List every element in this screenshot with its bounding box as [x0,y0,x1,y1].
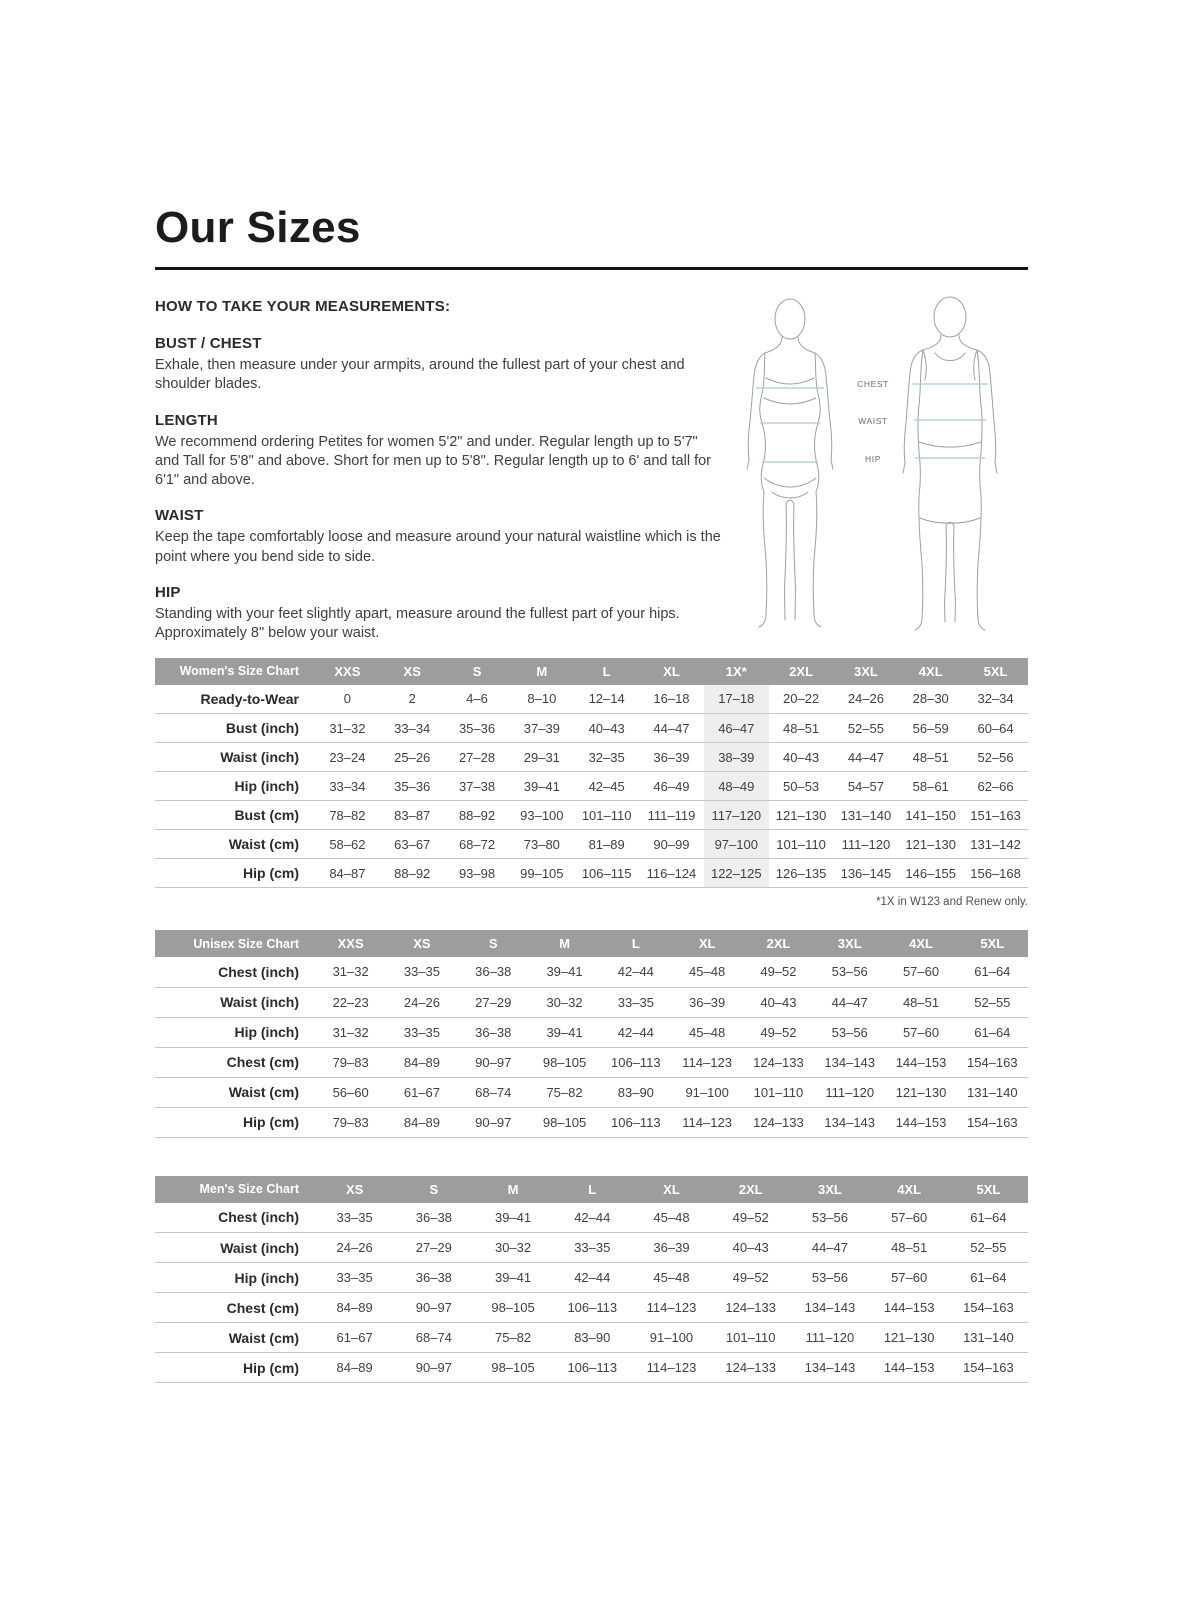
size-cell: 75–82 [494,1330,532,1346]
table-row [155,772,1028,801]
size-cell: 116–124 [646,865,697,881]
size-cell: 45–48 [689,964,726,980]
row-label: Bust (cm) [234,807,299,824]
table-row [155,1107,1028,1137]
table-title: Women's Size Chart [155,658,315,685]
size-cell: 90–97 [475,1114,512,1130]
size-cell: 44–47 [811,1240,848,1256]
size-cell: 35–36 [394,778,431,794]
size-cell: 53–56 [831,1024,868,1040]
size-cell: 131–140 [840,807,892,823]
measurements-section [155,292,1028,644]
figures-illustration [723,292,1028,644]
size-cell: 101–110 [581,807,632,823]
size-cell: 78–82 [329,807,366,823]
size-cell: 23–24 [329,749,366,765]
size-cell: 111–120 [825,1084,875,1100]
size-cell: 90–99 [653,836,690,852]
size-cell: 126–135 [775,865,827,881]
size-cell: 57–60 [891,1270,928,1286]
size-cell: 8–10 [527,691,557,707]
size-cell: 124–133 [725,1300,777,1316]
size-cell: 84–89 [336,1300,373,1316]
row-label: Chest (inch) [218,1209,299,1226]
section-heading: WAIST [155,507,204,525]
size-cell: 50–53 [783,778,820,794]
size-cell: 84–89 [336,1360,373,1376]
column-header: M [529,930,600,957]
size-cell: 52–55 [847,720,884,736]
size-cell: 121–130 [883,1330,935,1346]
table-header-row [155,658,1028,685]
size-cell: 42–44 [617,964,654,980]
size-cell: 98–105 [542,1054,587,1070]
size-cell: 106–113 [567,1300,618,1316]
woman-figure [747,299,833,627]
size-cell: 56–59 [912,720,949,736]
table-row [155,830,1028,859]
size-cell: 134–143 [804,1360,856,1376]
size-cell: 131–140 [967,1084,1018,1100]
size-cell: 36–38 [415,1209,452,1225]
table-row [155,801,1028,830]
size-cell: 56–60 [332,1084,369,1100]
size-cell: 73–80 [523,836,560,852]
size-cell: 37–38 [458,778,496,794]
row-label: Hip (cm) [243,1359,299,1376]
size-cell: 36–39 [689,994,726,1010]
size-cell: 31–32 [329,720,366,736]
size-cell: 44–47 [831,994,868,1010]
row-label: Hip (cm) [243,865,299,882]
size-cell: 42–45 [588,778,625,794]
size-cell: 93–100 [520,807,564,823]
size-cell: 53–56 [831,964,868,980]
column-header: XXS [315,658,380,685]
size-cell: 2 [408,691,416,707]
size-cell: 31–32 [332,964,369,980]
size-cell: 114–123 [682,1114,732,1130]
size-cell: 35–36 [458,720,496,736]
size-cell: 45–48 [653,1270,690,1286]
size-cell: 61–64 [970,1270,1007,1286]
size-cell: 36–38 [475,964,512,980]
size-cell: 46–47 [704,714,769,743]
size-cell: 98–105 [491,1300,535,1316]
size-cell: 84–89 [403,1054,441,1070]
column-header: XS [380,658,445,685]
size-cell: 36–38 [415,1270,452,1286]
size-cell: 90–97 [475,1054,512,1070]
size-cell: 39–41 [546,1024,583,1040]
size-cell: 83–90 [574,1330,611,1346]
size-cell: 61–64 [974,1024,1011,1040]
size-cell: 61–64 [974,964,1011,980]
size-cell: 52–55 [974,994,1011,1010]
size-cell: 36–38 [475,1024,512,1040]
size-cell: 39–41 [546,964,583,980]
size-cell: 99–105 [520,865,564,881]
row-label: Waist (cm) [228,1329,299,1346]
size-cell: 29–31 [523,749,560,765]
table-row [155,987,1028,1017]
row-label: Waist (inch) [220,749,299,766]
size-cell: 24–26 [847,691,884,707]
size-cell: 156–168 [970,865,1021,881]
column-header: S [458,930,529,957]
column-header: 1X* [704,658,769,685]
column-header: XL [639,658,704,685]
section-waist [155,507,723,567]
row-label: Hip (inch) [234,1024,299,1041]
size-cell: 134–143 [824,1114,876,1130]
size-cell: 154–163 [967,1114,1018,1130]
size-cell: 124–133 [753,1114,804,1130]
size-cell: 79–83 [332,1054,369,1070]
size-cell: 32–34 [977,691,1014,707]
section-body: Keep the tape comfortably loose and measure around your natural waistline which is the point where you bend side to side. [155,529,721,565]
size-cell: 33–35 [617,994,654,1010]
column-header: XS [315,1176,394,1203]
table-row [155,1323,1028,1353]
size-cell: 39–41 [523,778,560,794]
table-title: Unisex Size Chart [155,930,315,957]
size-guide-page [155,0,1028,1383]
column-header: XXS [315,930,386,957]
size-cell: 54–57 [847,778,884,794]
size-cell: 16–18 [653,691,690,707]
size-cell: 106–115 [581,865,632,881]
size-cell: 84–89 [403,1114,441,1130]
size-cell: 154–163 [963,1360,1014,1376]
size-cell: 33–35 [403,1024,441,1040]
size-cell: 40–43 [588,720,625,736]
row-label: Hip (cm) [243,1114,299,1131]
size-cell: 124–133 [725,1360,777,1376]
waist-label: WAIST [858,416,888,426]
size-cell: 48–51 [912,749,949,765]
size-cell: 57–60 [902,964,940,980]
size-cell: 141–150 [905,807,957,823]
size-cell: 136–145 [840,865,892,881]
size-cell: 57–60 [902,1024,940,1040]
table-row [155,1017,1028,1047]
size-cell: 52–55 [970,1240,1007,1256]
size-cell: 114–123 [646,1300,697,1316]
how-to-heading: HOW TO TAKE YOUR MEASUREMENTS: [155,298,451,315]
man-figure [903,297,997,630]
size-cell: 33–35 [336,1270,373,1286]
row-label: Chest (inch) [218,963,299,980]
row-label: Waist (cm) [228,1084,299,1101]
size-cell: 25–26 [394,749,431,765]
size-cell: 101–110 [776,836,826,852]
size-cell: 53–56 [811,1209,848,1225]
size-cell: 44–47 [847,749,884,765]
size-cell: 27–28 [458,749,496,765]
size-cell: 42–44 [574,1209,611,1225]
size-cell: 48–51 [783,720,820,736]
size-cell: 4–6 [466,691,488,707]
table-row [155,957,1028,987]
size-cell: 61–67 [336,1330,373,1346]
size-cell: 33–35 [336,1209,373,1225]
size-cell: 131–140 [963,1330,1014,1346]
size-cell: 68–74 [475,1084,512,1100]
size-cell: 60–64 [977,720,1014,736]
column-header: 4XL [898,658,963,685]
size-cell: 111–120 [841,836,891,852]
column-header: 5XL [963,658,1028,685]
row-label: Hip (inch) [234,1269,299,1286]
table-row [155,1263,1028,1293]
size-cell: 144–153 [883,1300,935,1316]
table-row [155,1047,1028,1077]
size-cell: 42–44 [617,1024,654,1040]
size-cell: 91–100 [649,1330,694,1346]
size-cell: 48–49 [704,772,769,801]
size-cell: 36–39 [653,749,690,765]
page-title: Our Sizes [155,203,361,252]
size-cell: 58–61 [912,778,949,794]
size-cell: 0 [343,691,352,707]
size-cell: 134–143 [824,1054,876,1070]
column-header: 4XL [870,1176,949,1203]
size-cell: 97–100 [704,830,769,859]
size-cell: 39–41 [494,1209,532,1225]
column-header: L [574,658,639,685]
column-header: XL [632,1176,711,1203]
size-cell: 52–56 [977,749,1014,765]
column-header: M [473,1176,552,1203]
size-cell: 22–23 [332,994,369,1010]
measurement-figures-svg [728,292,1028,637]
size-cell: 48–51 [902,994,940,1010]
size-cell: 27–29 [415,1240,452,1256]
table-header-row [155,1176,1028,1203]
table-row [155,685,1028,714]
table-row [155,1233,1028,1263]
column-header: 5XL [957,930,1028,957]
table-row [155,743,1028,772]
size-cell: 122–125 [704,859,769,888]
size-cell: 44–47 [653,720,690,736]
size-cell: 111–119 [647,807,696,823]
size-cell: 61–64 [970,1209,1007,1225]
size-cell: 154–163 [963,1300,1014,1316]
table-row [155,1203,1028,1233]
size-cell: 83–90 [617,1084,654,1100]
table-row [155,714,1028,743]
column-header: XS [386,930,457,957]
size-cell: 68–74 [415,1330,452,1346]
size-cell: 121–130 [895,1084,947,1100]
column-header: 3XL [790,1176,869,1203]
size-cell: 146–155 [905,865,957,881]
mens-size-table [155,1176,1028,1384]
size-cell: 144–153 [883,1360,935,1376]
section-hip [155,584,723,644]
row-label: Hip (inch) [234,778,299,795]
size-cell: 101–110 [753,1084,804,1100]
size-cell: 33–35 [403,964,441,980]
section-length [155,412,723,491]
size-cell: 49–52 [760,964,797,980]
size-cell: 31–32 [332,1024,369,1040]
size-cell: 38–39 [704,743,769,772]
size-cell: 42–44 [574,1270,611,1286]
size-cell: 49–52 [732,1270,769,1286]
column-header: S [394,1176,473,1203]
size-cell: 30–32 [546,994,583,1010]
size-cell: 117–120 [704,801,769,830]
size-cell: 79–83 [332,1114,369,1130]
row-label: Bust (inch) [225,720,299,737]
size-cell: 39–41 [494,1270,532,1286]
size-cell: 88–92 [458,807,496,823]
section-bust-chest [155,335,723,395]
size-cell: 98–105 [491,1360,535,1376]
table-row [155,1353,1028,1383]
section-heading: HIP [155,583,181,601]
table-row [155,1077,1028,1107]
size-cell: 84–87 [329,865,366,881]
page-title-block [155,203,1028,270]
size-cell: 48–51 [891,1240,928,1256]
size-cell: 46–49 [653,778,690,794]
size-cell: 90–97 [415,1360,452,1376]
table-title: Men's Size Chart [155,1176,315,1203]
column-header: 3XL [814,930,885,957]
size-cell: 111–120 [805,1330,855,1346]
unisex-size-table [155,930,1028,1138]
womens-size-table [155,658,1028,889]
section-body: Standing with your feet slightly apart, measure around the fullest part of your hips. Approximately 8" below your waist. [155,605,680,642]
size-cell: 49–52 [732,1209,769,1225]
size-cell: 49–52 [760,1024,797,1040]
size-cell: 101–110 [725,1330,776,1346]
size-cell: 144–153 [895,1114,947,1130]
size-cell: 144–153 [895,1054,947,1070]
size-cell: 45–48 [653,1209,690,1225]
size-cell: 131–142 [970,836,1021,852]
size-cell: 27–29 [475,994,512,1010]
size-cell: 61–67 [403,1084,441,1100]
size-cell: 33–35 [574,1240,611,1256]
chest-label: CHEST [857,379,889,389]
hip-label: HIP [865,454,881,464]
size-cell: 62–66 [977,778,1014,794]
column-header: 2XL [743,930,814,957]
column-header: 2XL [769,658,834,685]
size-cell: 58–62 [329,836,366,852]
size-cell: 24–26 [336,1240,373,1256]
column-header: 2XL [711,1176,790,1203]
size-cell: 83–87 [394,807,431,823]
size-cell: 81–89 [588,836,625,852]
size-cell: 134–143 [804,1300,856,1316]
table-header-row [155,930,1028,957]
row-label: Ready-to-Wear [200,690,299,707]
size-cell: 106–113 [611,1114,661,1130]
size-cell: 93–98 [458,865,496,881]
row-label: Chest (cm) [226,1054,299,1071]
size-cell: 33–34 [394,720,431,736]
size-cell: 106–113 [567,1360,618,1376]
size-cell: 63–67 [394,836,431,852]
column-header: 5XL [949,1176,1028,1203]
size-cell: 151–163 [970,807,1021,823]
size-cell: 33–34 [329,778,366,794]
size-cell: 114–123 [646,1360,697,1376]
size-cell: 114–123 [682,1054,732,1070]
size-cell: 30–32 [494,1240,532,1256]
size-cell: 68–72 [458,836,496,852]
size-cell: 98–105 [542,1114,587,1130]
table-row [155,1293,1028,1323]
column-header: L [553,1176,632,1203]
size-cell: 40–43 [760,994,797,1010]
size-cell: 57–60 [891,1209,928,1225]
size-cell: 124–133 [753,1054,804,1070]
womens-table-footnote: *1X in W123 and Renew only. [876,896,1028,909]
size-cell: 45–48 [689,1024,726,1040]
table-row [155,859,1028,888]
row-label: Waist (inch) [220,1239,299,1256]
size-cell: 75–82 [546,1084,583,1100]
size-cell: 90–97 [415,1300,452,1316]
column-header: S [445,658,510,685]
section-heading: LENGTH [155,411,218,429]
size-cell: 17–18 [704,685,769,714]
size-cell: 28–30 [912,691,949,707]
size-cell: 121–130 [775,807,827,823]
size-cell: 20–22 [783,691,820,707]
size-cell: 106–113 [611,1054,661,1070]
section-body: We recommend ordering Petites for women 5'2" and under. Regular length up to 5'7" and Tall for 5'8" and above. Short for men up to 5'8". Regular length up to 6' and tall for 6'1" and above. [155,433,711,489]
size-cell: 37–39 [523,720,560,736]
row-label: Chest (cm) [226,1299,299,1316]
column-header: XL [671,930,742,957]
measurements-instructions [155,292,723,644]
size-cell: 40–43 [732,1240,769,1256]
size-cell: 36–39 [653,1240,690,1256]
size-cell: 121–130 [905,836,957,852]
size-cell: 91–100 [685,1084,729,1100]
column-header: L [600,930,671,957]
column-header: M [509,658,574,685]
size-cell: 32–35 [588,749,625,765]
size-cell: 24–26 [403,994,441,1010]
size-cell: 88–92 [394,865,431,881]
size-cell: 53–56 [811,1270,848,1286]
section-body: Exhale, then measure under your armpits, around the fullest part of your chest and shoulder blades. [155,357,685,393]
column-header: 3XL [834,658,899,685]
row-label: Waist (inch) [220,994,299,1011]
size-cell: 12–14 [588,691,625,707]
size-cell: 154–163 [967,1054,1018,1070]
size-cell: 40–43 [783,749,820,765]
column-header: 4XL [885,930,956,957]
section-heading: BUST / CHEST [155,335,262,352]
row-label: Waist (cm) [228,836,299,853]
